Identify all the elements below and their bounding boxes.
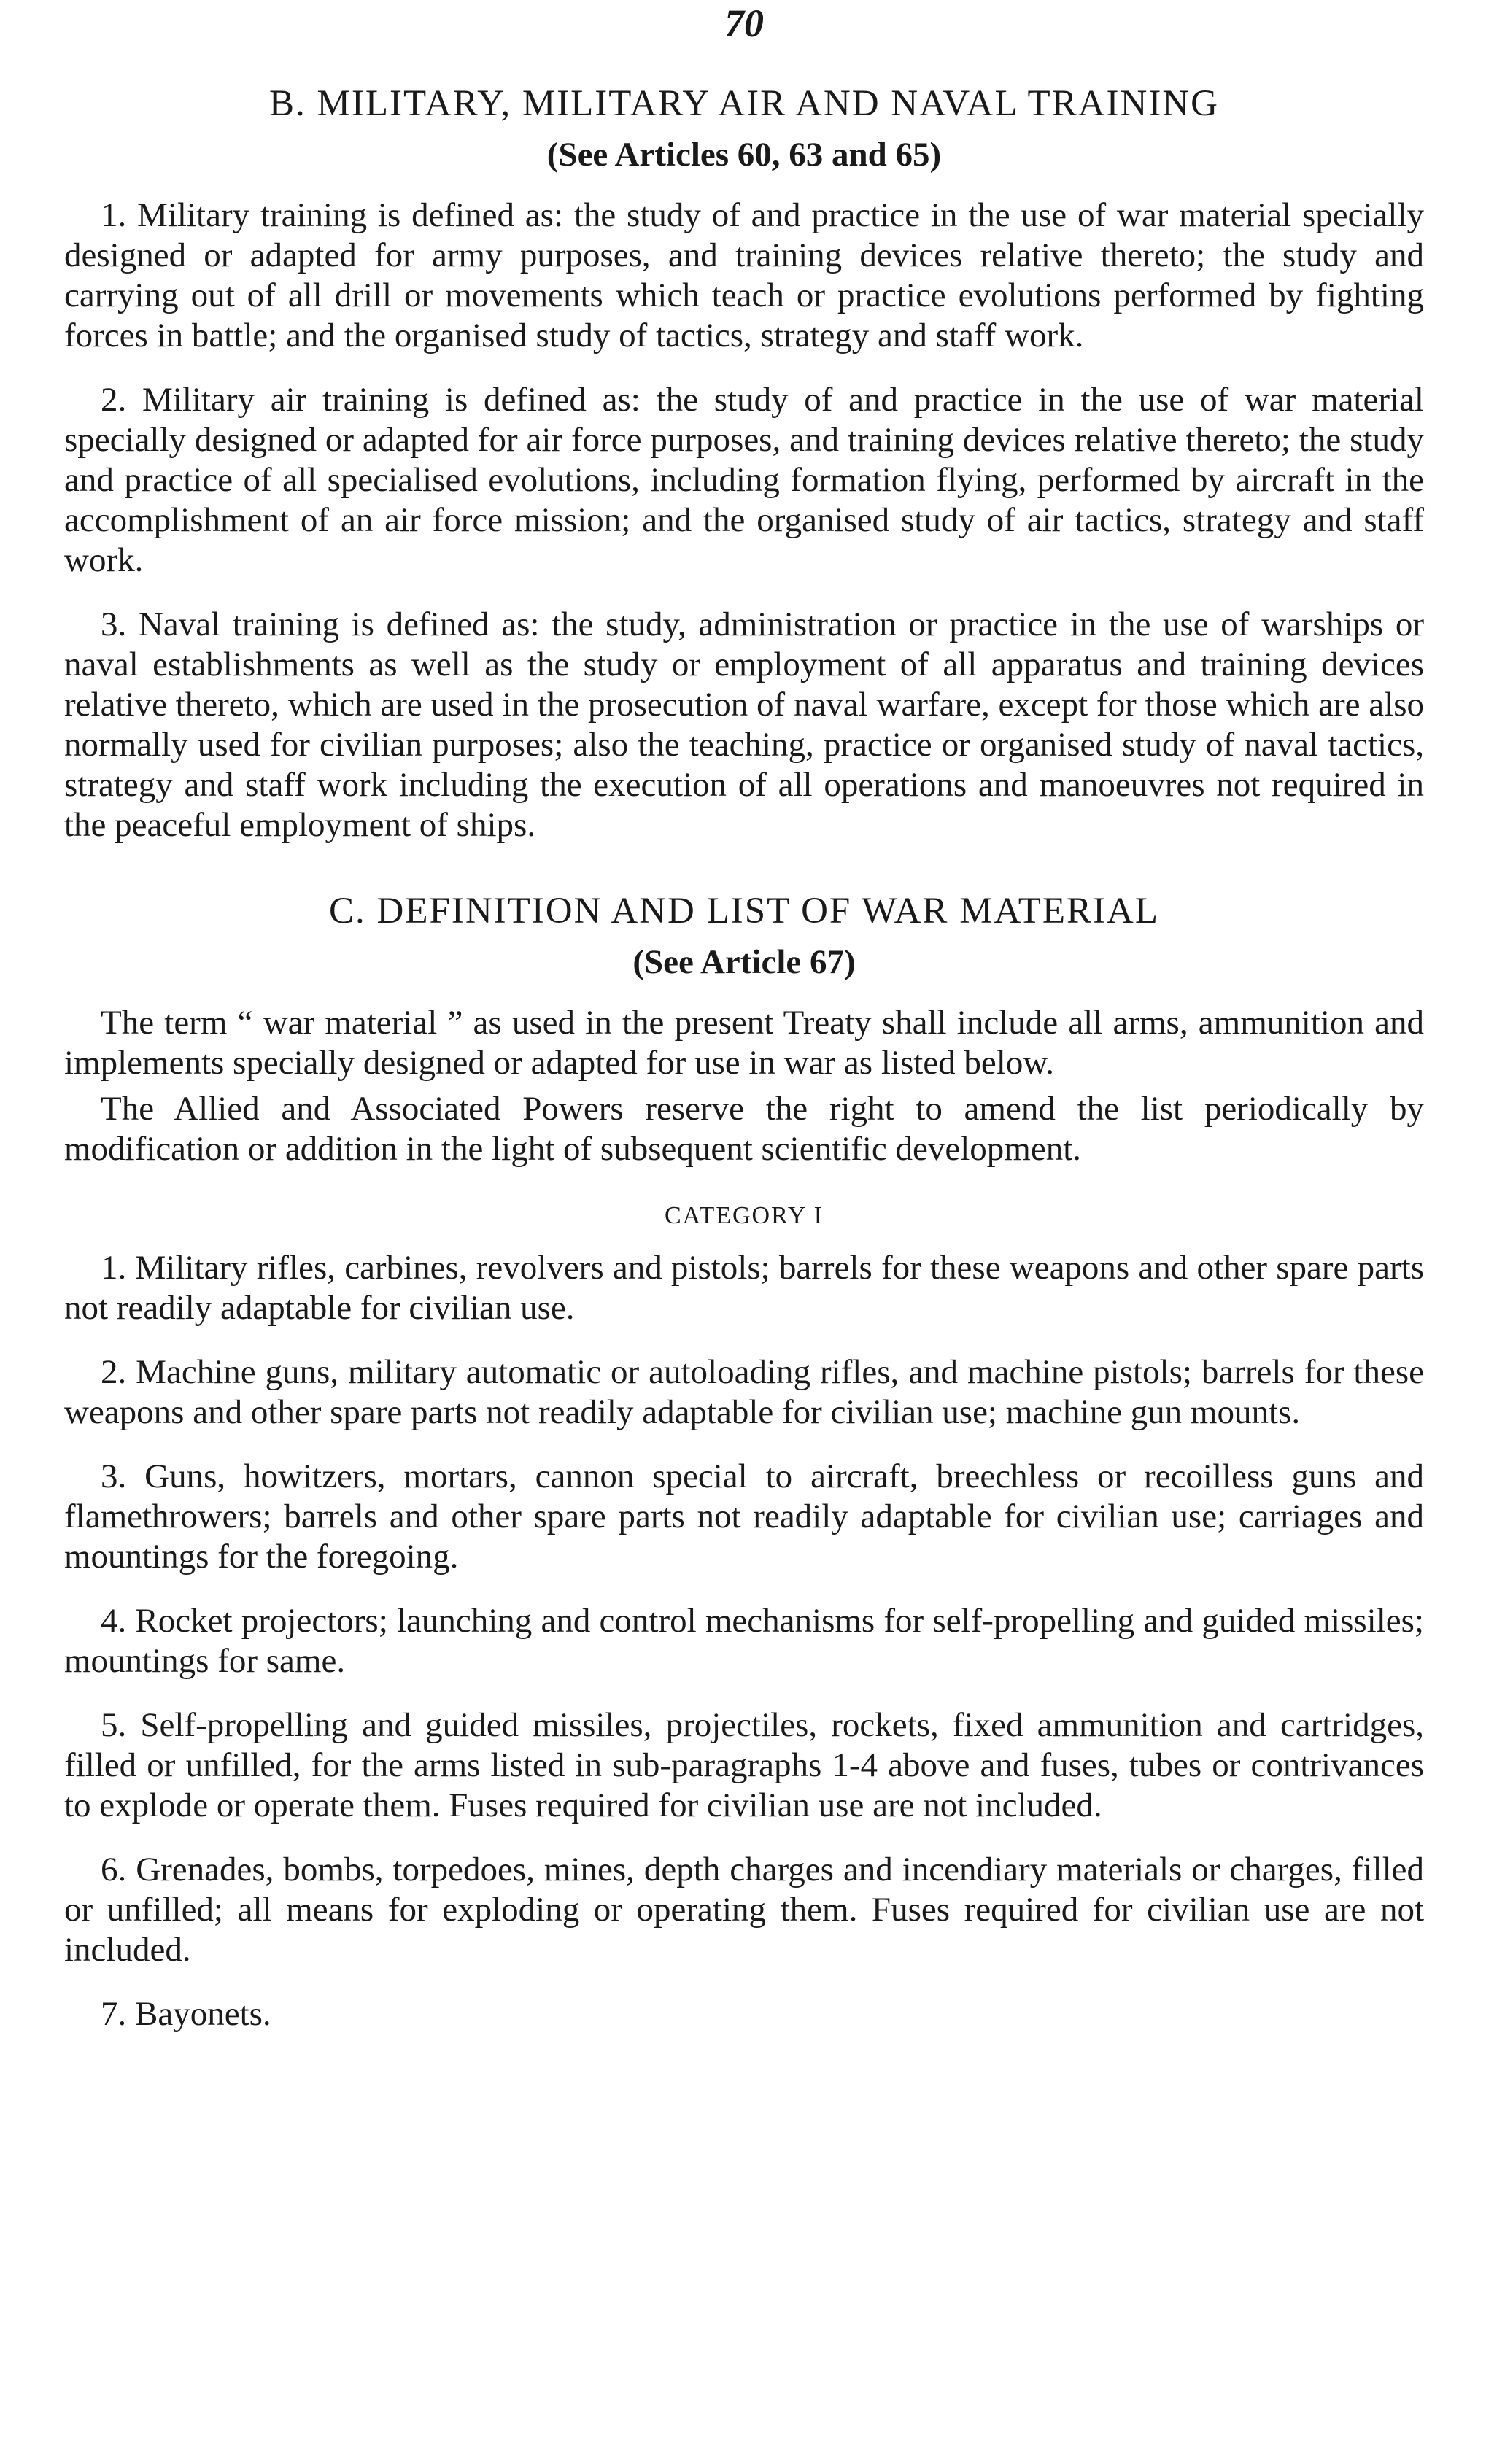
- list-item: 5. Self-propelling and guided missiles, projectiles, rockets, fixed ammunition and cartridges, filled or unfilled, for the arms listed in sub-paragraphs 1-4 above and fuses, tubes or contrivances to explode or operate them. Fuses required for civilian use are not included.: [64, 1706, 1424, 1824]
- section-b-title: B. MILITARY, MILITARY AIR AND NAVAL TRAINING: [268, 83, 1219, 124]
- list-item: 4. Rocket projectors; launching and control mechanisms for self-propelling and guided missiles; mountings for same.: [64, 1602, 1424, 1680]
- list-item: 6. Grenades, bombs, torpedoes, mines, depth charges and incendiary materials or charges, filled or unfilled; all means for exploding or operating them. Fuses required for civilian use are not included.: [64, 1851, 1424, 1969]
- section-c: [64, 888, 1424, 2034]
- paragraph-amend-list: The Allied and Associated Powers reserve the right to amend the list periodically by modification or addition in the light of subsequent scientific development.: [64, 1090, 1424, 1168]
- paragraph-war-material-definition: The term “ war material ” as used in the present Treaty shall include all arms, ammunition and implements specially designed or adapted for use in war as listed below.: [64, 1004, 1424, 1082]
- section-c-title: C. DEFINITION AND LIST OF WAR MATERIAL: [328, 891, 1160, 931]
- list-item: 2. Machine guns, military automatic or autoloading rifles, and machine pistols; barrels for these weapons and other spare parts not readily adaptable for civilian use; machine gun mounts.: [64, 1353, 1424, 1431]
- section-b-reference: (See Articles 60, 63 and 65): [546, 136, 942, 174]
- category-heading: CATEGORY I: [664, 1202, 824, 1229]
- list-item: 3. Guns, howitzers, mortars, cannon special to aircraft, breechless or recoilless guns and flamethrowers; barrels and other spare parts not readily adaptable for civilian use; carriages and mountings for the foregoing.: [64, 1457, 1424, 1576]
- section-c-reference: (See Article 67): [632, 943, 856, 981]
- paragraph-naval-training: 3. Naval training is defined as: the study, administration or practice in the use of warships or naval establishments as well as the study or employment of all apparatus and training devices relative thereto, which are used in the prosecution of naval warfare, except for those which are also normally used for civilian purposes; also the teaching, practice or organised study of naval tactics, strategy and staff work including the execution of all operations and manoeuvres not required in the peaceful employment of ships.: [64, 605, 1424, 844]
- page-number: 70: [724, 1, 764, 45]
- list-item: 7. Bayonets.: [101, 1995, 271, 2033]
- section-b: [64, 80, 1424, 845]
- paragraph-military-air-training: 2. Military air training is defined as: the study of and practice in the use of war material specially designed or adapted for air force purposes, and training devices relative thereto; the study and practice of all specialised evolutions, including formation flying, performed by aircraft in the accomplishment of an air force mission; and the organised study of air tactics, strategy and staff work.: [64, 381, 1424, 579]
- paragraph-military-training: 1. Military training is defined as: the study of and practice in the use of war material specially designed or adapted for army purposes, and training devices relative thereto; the study and carrying out of all drill or movements which teach or practice evolutions performed by fighting forces in battle; and the organised study of tactics, strategy and staff work.: [64, 196, 1424, 355]
- list-item: 1. Military rifles, carbines, revolvers and pistols; barrels for these weapons and other spare parts not readily adaptable for civilian use.: [64, 1249, 1424, 1327]
